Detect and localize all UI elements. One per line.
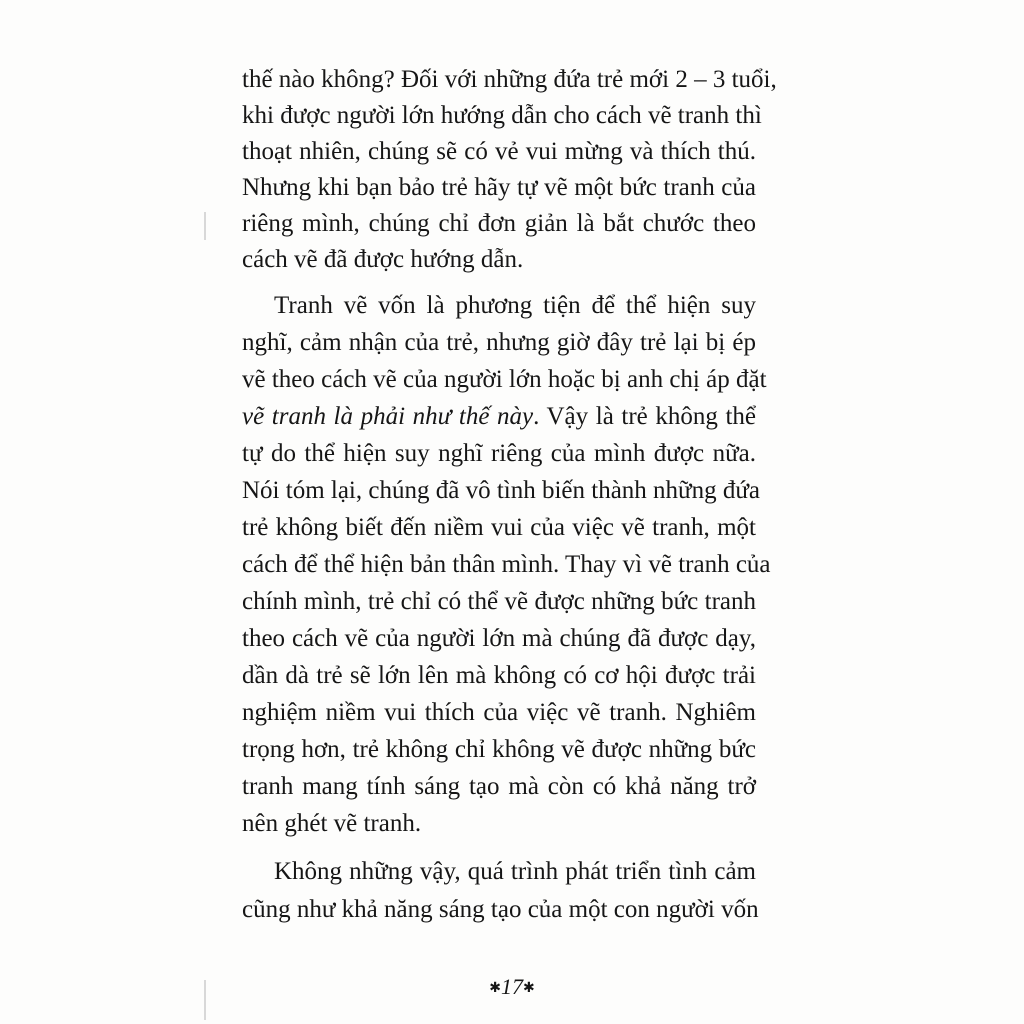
text-line: cũng như khả năng sáng tạo của một con người vốn bbox=[242, 896, 759, 923]
text-line: nghĩ, cảm nhận của trẻ, nhưng giờ đây trẻ lại bị ép bbox=[242, 329, 756, 356]
italic-phrase: vẽ tranh là phải như thế này bbox=[242, 403, 534, 430]
text-line: tự do thể hiện suy nghĩ riêng của mình được nữa. bbox=[242, 440, 756, 467]
page-number-text: 17 bbox=[501, 974, 523, 999]
text-line: Không những vậy, quá trình phát triển tình cảm bbox=[274, 858, 756, 885]
text-line-with-italic bbox=[242, 397, 756, 437]
page-number bbox=[0, 972, 1024, 1004]
text-line: cách vẽ đã được hướng dẫn. bbox=[242, 246, 524, 273]
text-after-italic: . Vậy là trẻ không thể bbox=[533, 403, 756, 430]
text-line: thoạt nhiên, chúng sẽ có vẻ vui mừng và thích thú. bbox=[242, 138, 756, 165]
text-line: nên ghét vẽ tranh. bbox=[242, 810, 422, 837]
text-line: trẻ không biết đến niềm vui của việc vẽ tranh, một bbox=[242, 514, 756, 541]
text-line: Tranh vẽ vốn là phương tiện để thể hiện suy bbox=[274, 292, 756, 319]
text-line: khi được người lớn hướng dẫn cho cách vẽ tranh thì bbox=[242, 102, 762, 129]
text-line: riêng mình, chúng chỉ đơn giản là bắt chước theo bbox=[242, 210, 756, 237]
text-line: dần dà trẻ sẽ lớn lên mà không có cơ hội được trải bbox=[242, 662, 756, 689]
text-line: tranh mang tính sáng tạo mà còn có khả năng trở bbox=[242, 773, 756, 800]
text-line: thế nào không? Đối với những đứa trẻ mới 2 – 3 tuổi, bbox=[242, 66, 777, 93]
gutter-mark bbox=[204, 212, 206, 240]
text-line: vẽ theo cách vẽ của người lớn hoặc bị anh chị áp đặt bbox=[242, 366, 767, 393]
text-line: Nhưng khi bạn bảo trẻ hãy tự vẽ một bức tranh của bbox=[242, 174, 756, 201]
text-line: cách để thể hiện bản thân mình. Thay vì vẽ tranh của bbox=[242, 551, 771, 578]
text-line: theo cách vẽ của người lớn mà chúng đã được dạy, bbox=[242, 625, 756, 652]
star-icon: ✱ bbox=[523, 981, 535, 996]
text-line: nghiệm niềm vui thích của việc vẽ tranh. Nghiêm bbox=[242, 699, 756, 726]
text-line: trọng hơn, trẻ không chỉ không vẽ được những bức bbox=[242, 736, 756, 763]
star-icon: ✱ bbox=[489, 981, 501, 996]
text-line: Nói tóm lại, chúng đã vô tình biến thành những đứa bbox=[242, 477, 760, 504]
text-line: chính mình, trẻ chỉ có thể vẽ được những bức tranh bbox=[242, 588, 756, 615]
